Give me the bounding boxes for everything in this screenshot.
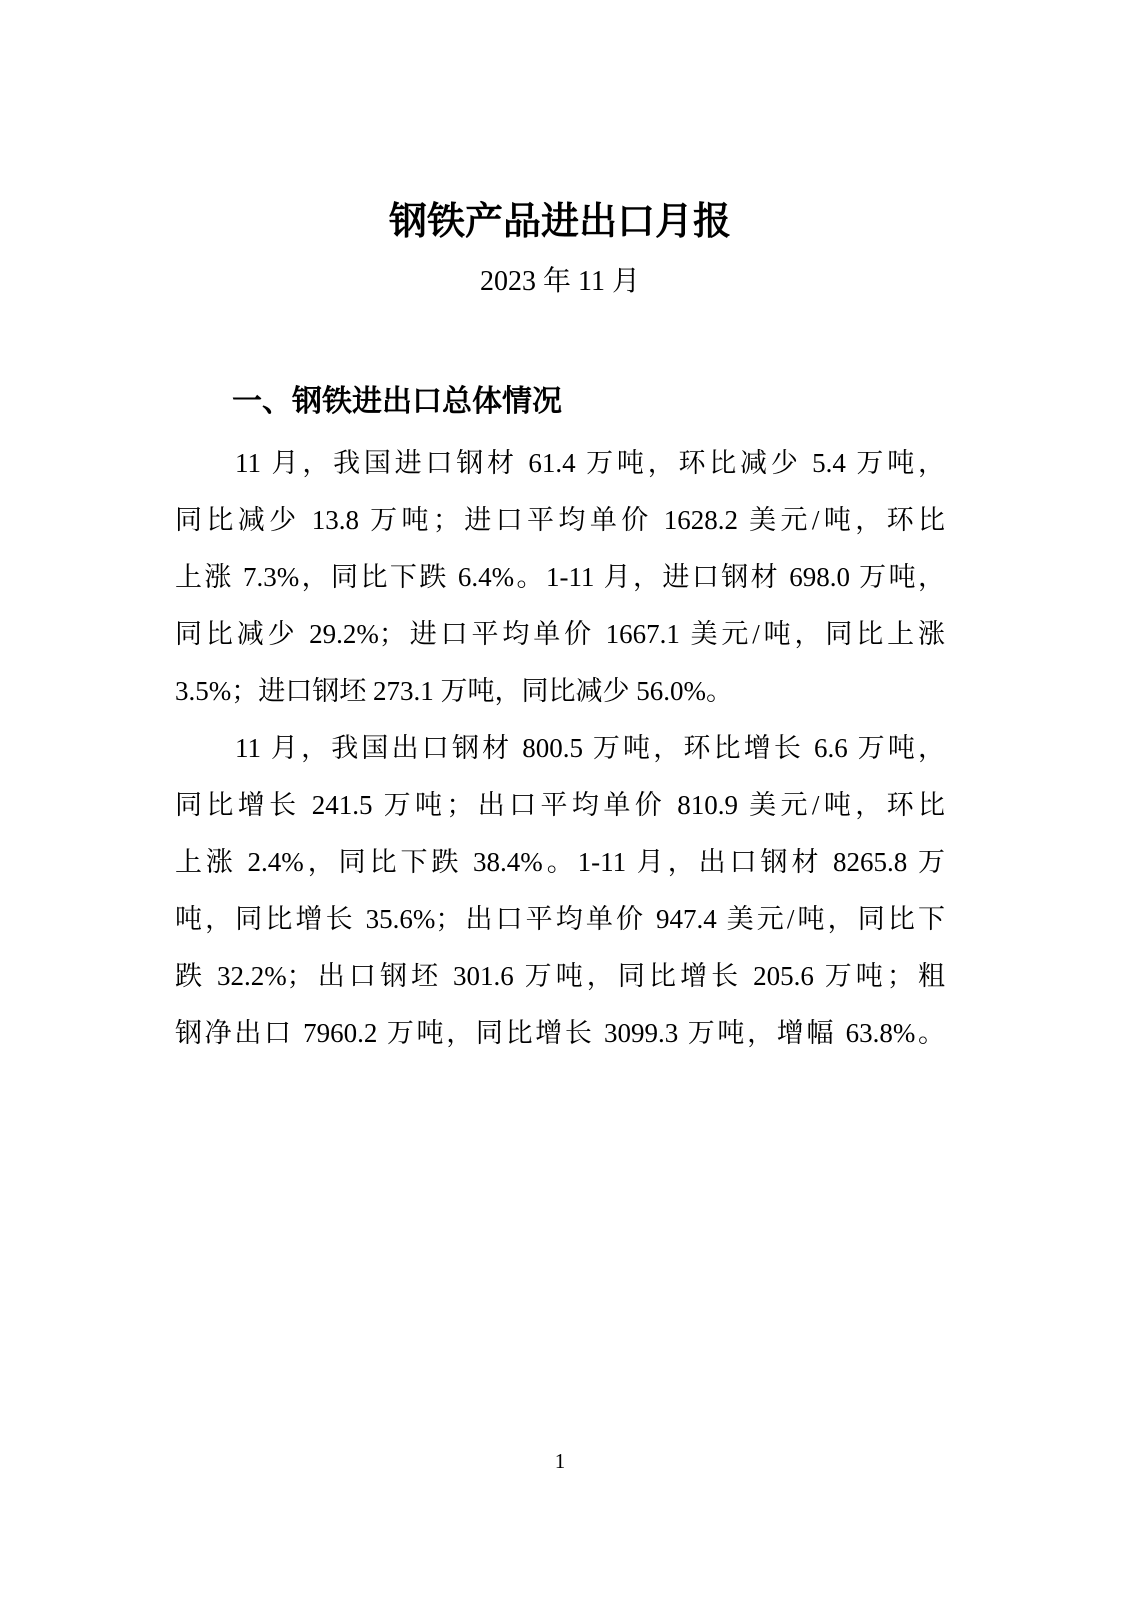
- section-heading: 一、钢铁进出口总体情况: [232, 385, 562, 418]
- document-body: [175, 435, 945, 1062]
- text-line: 上涨 2.4%，同比下跌 38.4%。1-11 月，出口钢材 8265.8 万: [175, 847, 945, 877]
- text-line: 上涨 7.3%，同比下跌 6.4%。1-11 月，进口钢材 698.0 万吨，: [175, 562, 945, 592]
- document-subtitle: 2023 年 11 月: [480, 266, 640, 297]
- text-line: 钢净出口 7960.2 万吨，同比增长 3099.3 万吨，增幅 63.8%。: [175, 1018, 945, 1048]
- paragraph-exports-overview: [175, 720, 945, 1062]
- text-line: 吨，同比增长 35.6%；出口平均单价 947.4 美元/吨，同比下: [175, 904, 945, 934]
- paragraph-imports-overview: [175, 435, 945, 720]
- text-line: 11 月，我国进口钢材 61.4 万吨，环比减少 5.4 万吨，: [235, 448, 945, 478]
- text-line: 跌 32.2%；出口钢坯 301.6 万吨，同比增长 205.6 万吨；粗: [175, 961, 945, 991]
- text-line: 同比减少 29.2%；进口平均单价 1667.1 美元/吨，同比上涨: [175, 619, 945, 649]
- text-line: 3.5%；进口钢坯 273.1 万吨，同比减少 56.0%。: [175, 676, 733, 706]
- text-line: 同比增长 241.5 万吨；出口平均单价 810.9 美元/吨，环比: [175, 790, 945, 820]
- page-number: 1: [554, 1449, 566, 1473]
- text-line: 同比减少 13.8 万吨；进口平均单价 1628.2 美元/吨，环比: [175, 505, 945, 535]
- text-line: 11 月，我国出口钢材 800.5 万吨，环比增长 6.6 万吨，: [235, 733, 945, 763]
- document-title: 钢铁产品进出口月报: [388, 201, 731, 243]
